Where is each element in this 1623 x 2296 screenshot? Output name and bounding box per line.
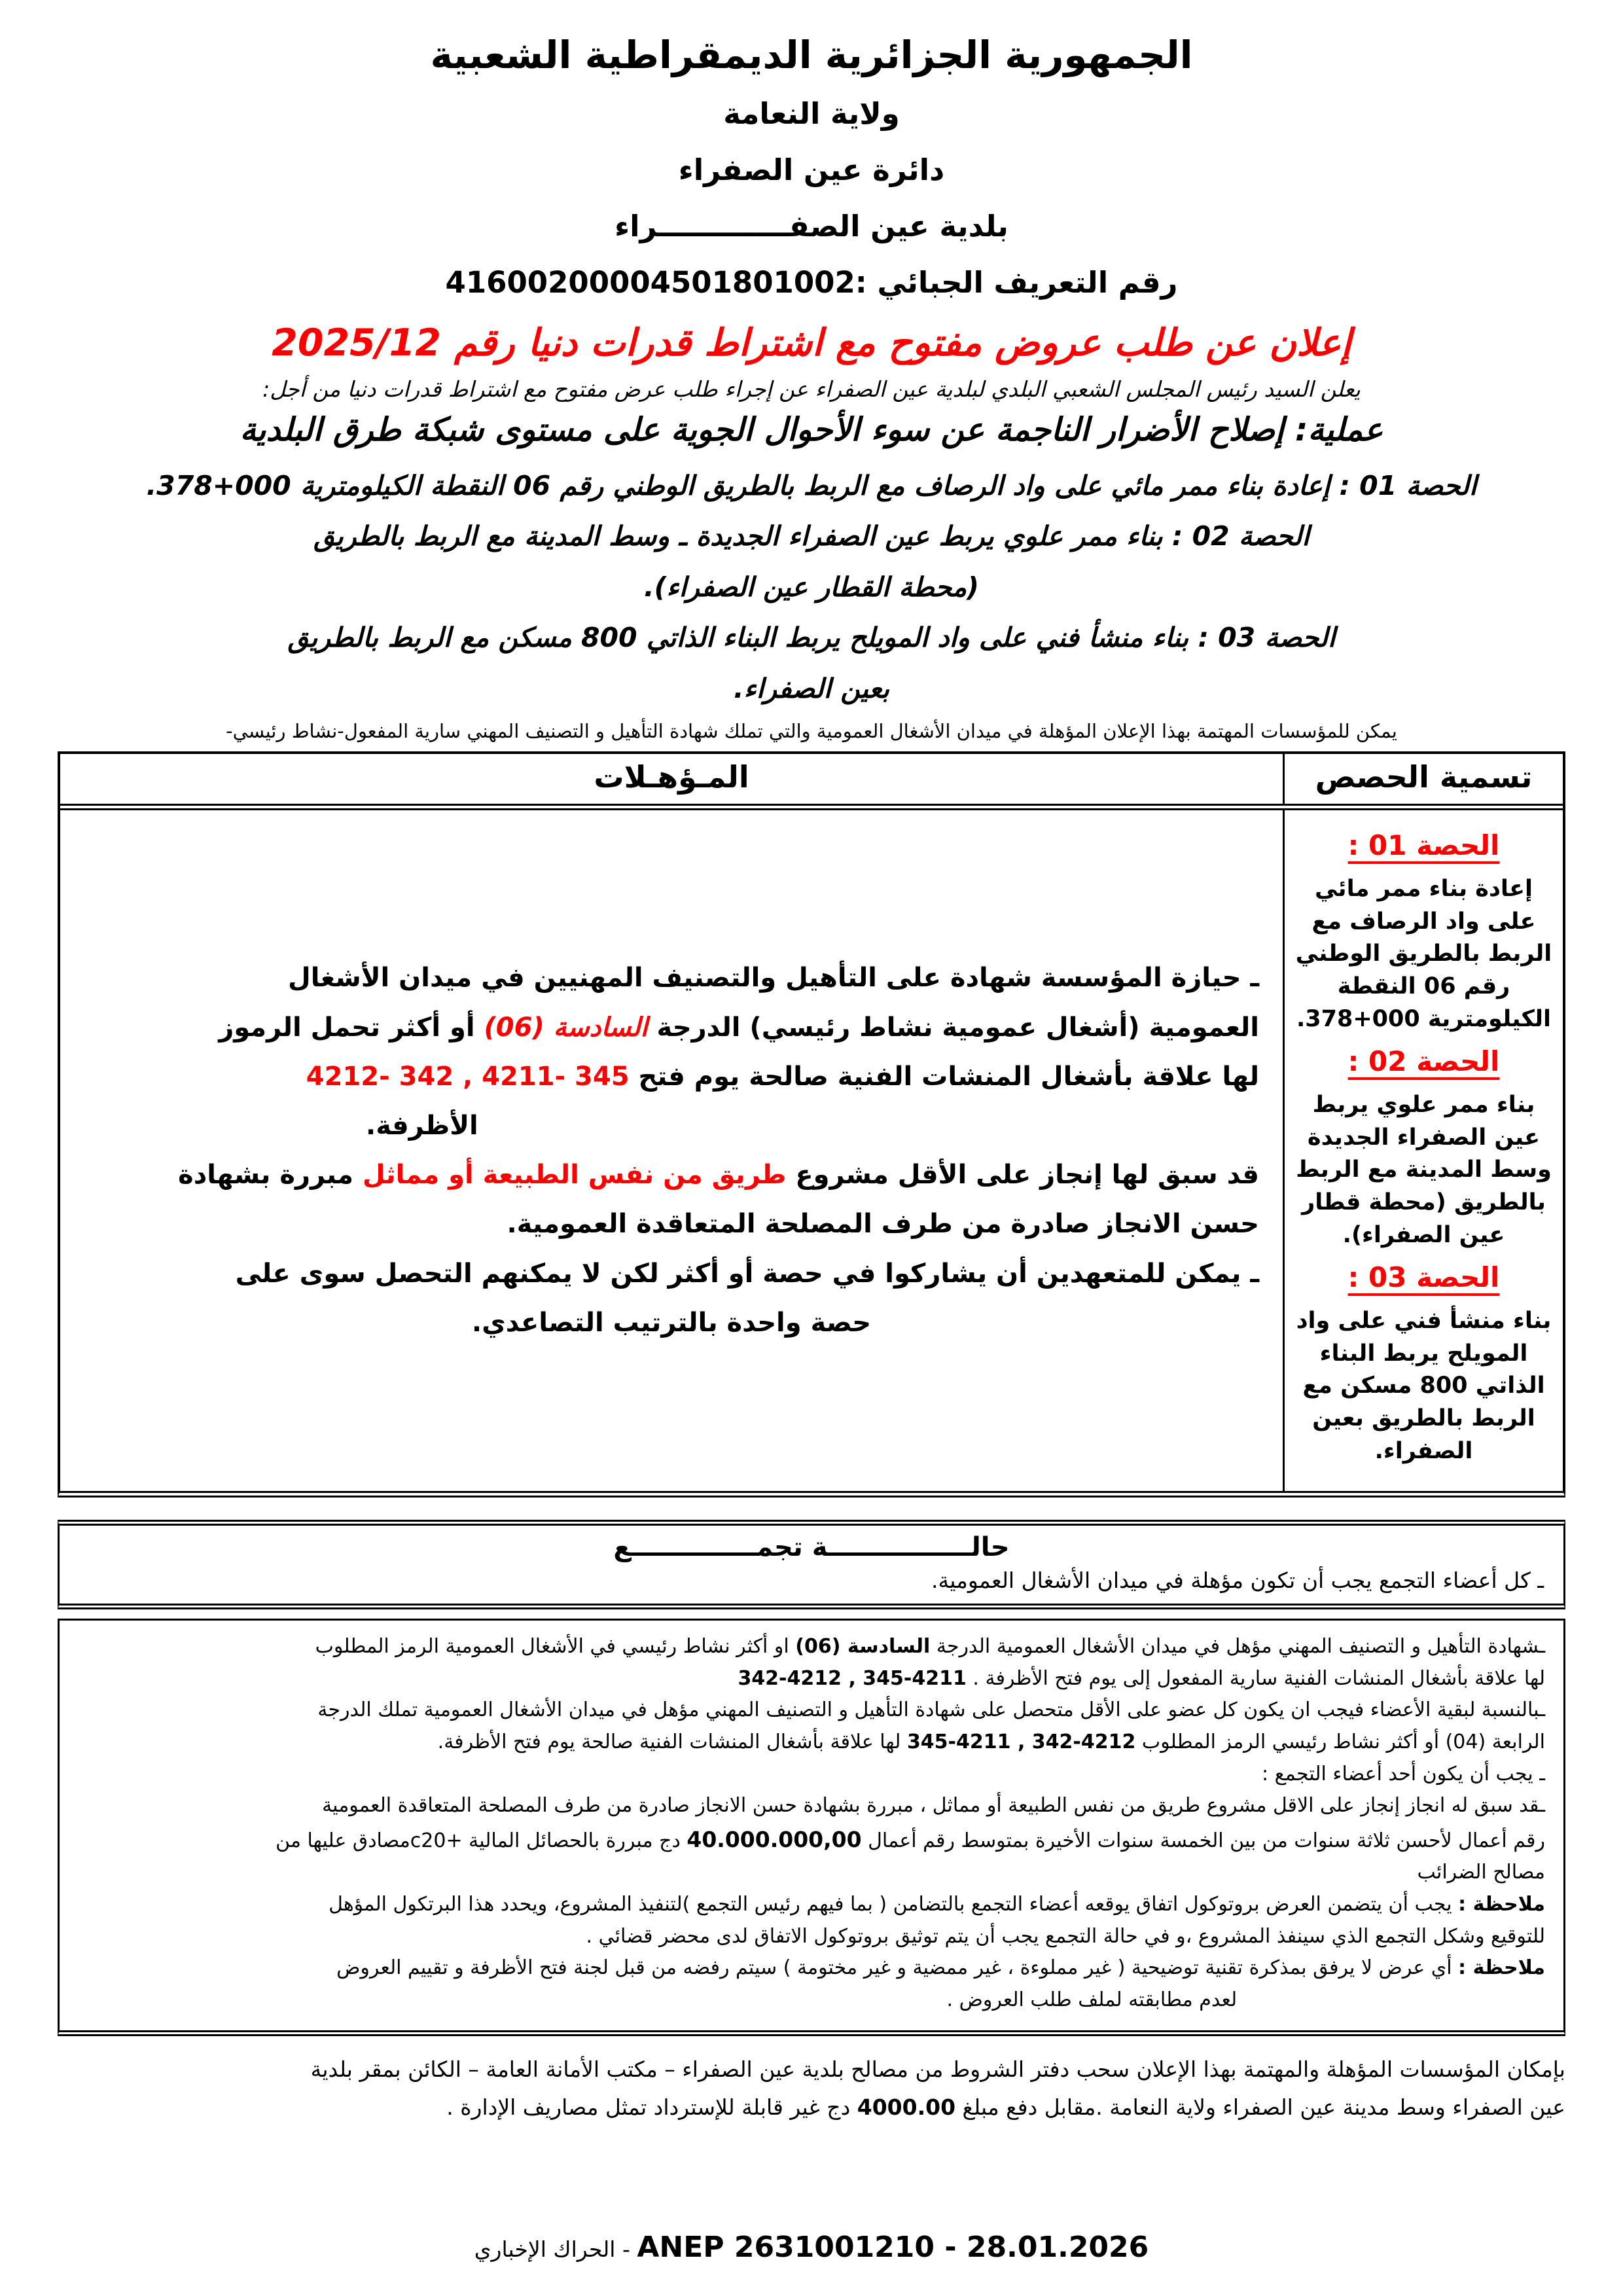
tax-id-value: 41600200004501801002 (445, 264, 855, 300)
operation-line: عملية: إصلاح الأضرار الناجمة عن سوء الأحوال الجوية على مستوى شبكة طرق البلدية (240, 410, 1383, 448)
lots-column-header: تسمية الحصص (1283, 754, 1563, 804)
r-l11-text: أي عرض لا يرفق بمذكرة تقنية توضيحية ( غير مملوءة ، غير ممضية و غير مختومة ) سيتم رفضه من قبل لجنة فتح الأظرفة و تقييم العروض (336, 1956, 1459, 1980)
q-l5-road-red: طريق من نفس الطبيعة أو مماثل (362, 1160, 787, 1191)
r-l4-codes: 345-4211 , 342-4212 (906, 1731, 1136, 1754)
qualification-line (84, 1003, 1259, 1052)
grouping-case-title: حالــــــــــــــــة تجمــــــــــــــع (613, 1532, 1010, 1563)
lots-cell (1283, 810, 1563, 1491)
qualification-line: ـ يمكن للمتعهدين أن يشاركوا في حصة أو أكثر لكن لا يمكنهم التحصل سوى على (235, 1258, 1259, 1289)
q-l3-text: لها علاقة بأشغال المنشات الفنية صالحة يوم فتح (629, 1061, 1259, 1092)
r-l1-degree: السادسة (06) (795, 1635, 931, 1659)
requirement-line (78, 1952, 1545, 1984)
r-l7-c20: c20+ (410, 1829, 463, 1852)
lot1-period: . (146, 469, 157, 501)
r-l4-post: لها علاقة بأشغال المنشات الفنية صالحة يوم فتح الأظرفة. (437, 1731, 907, 1754)
r-l7-pre: رقم أعمال لأحسن ثلاثة سنوات من بين الخمسة سنوات الأخيرة بمتوسط رقم أعمال (861, 1829, 1545, 1852)
qualifications-cell (60, 810, 1283, 1491)
q-l2-post: أو أكثر تحمل الرموز (219, 1012, 484, 1043)
eligibility-note: يمكن للمؤسسات المهتمة بهذا الإعلان المؤهلة في ميدان الأشغال العمومية والتي تملك شهادة التأهيل و التصنيف المهني سارية المفعول-نشاط رئيسي- (226, 720, 1397, 743)
qualification-line (84, 1151, 1259, 1200)
lot1-desc-pk: 378+000 (1305, 1005, 1420, 1032)
daira-title: دائرة عين الصفراء (678, 152, 945, 187)
q-l2-degree-red: السادسة (06) (484, 1012, 648, 1043)
lot1-text: الحصة 01 : إعادة بناء ممر مائي على واد الرصاف مع الربط بالطريق الوطني رقم 06 النقطة الكيلومترية (291, 469, 1477, 501)
publication-source: الحراك الإخباري (474, 2236, 616, 2262)
qualification-line: ـ حيازة المؤسسة شهادة على التأهيل والتصنيف المهنيين في ميدان الأشغال (288, 963, 1259, 994)
grouping-case-box (58, 1520, 1565, 1609)
requirement-line (78, 1727, 1545, 1759)
qualification-line (84, 1052, 1259, 1102)
page-footer (0, 2231, 1623, 2264)
r-l1-post: او أكثر نشاط رئيسي في الأشغال العمومية الرمز المطلوب (315, 1635, 796, 1659)
grouping-case-line: ـ كل أعضاء التجمع يجب أن تكون مؤهلة في ميدان الأشغال العمومية. (931, 1568, 1544, 1594)
r-l2-codes: 342-4212 , 345-4211 (738, 1666, 967, 1690)
qualification-line: حسن الانجاز صادرة من طرف المصلحة المتعاقدة العمومية. (507, 1209, 1259, 1240)
table-body-row (60, 810, 1563, 1491)
announcement-title (58, 321, 1565, 365)
announcement-title-text: إعلان عن طلب عروض مفتوح مع اشتراط قدرات دنيا رقم (440, 321, 1351, 365)
withdrawal-line2-post: دج غير قابلة للإسترداد تمثل مصاريف الإدارة . (446, 2094, 857, 2121)
qualification-line: حصة واحدة بالترتيب التصاعدي. (471, 1307, 872, 1338)
tax-id-line (58, 265, 1565, 300)
q-l3-codes-red: 4212- 342 , 4211- 345 (306, 1061, 630, 1092)
lot1-pk-value: 378+000 (156, 469, 291, 501)
requirement-line: مصالح الضرائب (1417, 1861, 1545, 1884)
requirement-line: ـبالنسبة لبقية الأعضاء فيجب ان يكون كل عضو على الأقل متحصل على شهادة التأهيل و التصنيف المهني مؤهل في ميدان الأشغال العمومية تملك الدرجة (317, 1698, 1545, 1722)
announcement-intro: يعلن السيد رئيس المجلس الشعبي البلدي لبلدية عين الصفراء عن إجراء طلب عرض مفتوح مع اشتراط قدرات دنيا من أجل: (262, 376, 1361, 402)
qualification-line: الأظرفة. (366, 1111, 478, 1141)
q-l2-pre: العمومية (أشغال عمومية نشاط رئيسي) الدرجة (647, 1012, 1259, 1043)
tax-id-label: رقم التعريف الجبائي : (855, 264, 1178, 300)
requirement-line (78, 1631, 1545, 1663)
lot2-summary-line1: الحصة 02 : بناء ممر علوي يربط عين الصفراء الجديدة ـ وسط المدينة مع الربط بالطريق (313, 520, 1310, 552)
r-l9-text: يجب أن يتضمن العرض بروتوكول اتفاق يوقعه أعضاء التجمع بالتضامن ( بما فيهم رئيس التجمع )لتنفيذ المشروع، ويحدد هذا البرتكول المؤهل (329, 1892, 1459, 1916)
lot1-title: الحصة 01 : (1347, 829, 1500, 862)
requirement-line: ـقد سبق له انجاز إنجاز على الاقل مشروع طريق من نفس الطبيعة أو مماثل ، مبررة بشهادة حسن الانجاز صادرة من طرف المصلحة المتعاقدة العمومية (322, 1794, 1545, 1818)
wilaya-title: ولاية النعامة (723, 96, 900, 131)
table-header-row (60, 754, 1563, 810)
grouping-requirements-box (58, 1619, 1565, 2036)
withdrawal-line2-pre: عين الصفراء وسط مدينة عين الصفراء ولاية النعامة .مقابل دفع مبلغ (955, 2094, 1565, 2121)
q-l5-pre: قد سبق لها إنجاز على الأقل مشروع (786, 1160, 1259, 1191)
lot3-summary-line2: بعين الصفراء. (733, 672, 890, 704)
lot1-desc-period: . (1296, 1005, 1306, 1032)
anep-reference: ANEP 2631001210 - 28.01.2026 (637, 2231, 1149, 2264)
requirement-line: لعدم مطابقته لملف طلب العروض . (946, 1988, 1238, 2011)
withdrawal-line1: بإمكان المؤسسات المؤهلة والمهتمة بهذا الإعلان سحب دفتر الشروط من مصالح بلدية عين الصفراء – مكتب الأمانة العامة – الكائن بمقر بلدية (310, 2056, 1565, 2083)
requirement-line: للتوقيع وشكل التجمع الذي سينفذ المشروع ،و في حالة التجمع يجب أن يتم توثيق بروتوكول الاتفاق لدى محضر قضائي . (586, 1924, 1545, 1948)
requirement-line (78, 1822, 1545, 1857)
qualifications-column-header: المـؤهـلات (594, 759, 749, 795)
lot1-description (1290, 873, 1558, 1035)
lots-qualifications-table (58, 751, 1565, 1498)
r-l7-post: مصادق عليها من (276, 1829, 410, 1852)
lot2-description: بناء ممر علوي يربط عين الصفراء الجديدة وسط المدينة مع الربط بالطريق (محطة قطار عين الصفراء). (1296, 1091, 1552, 1248)
lot2-title: الحصة 02 : (1347, 1045, 1500, 1078)
lot3-title: الحصة 03 : (1347, 1261, 1500, 1294)
announcement-number: 2025/12 (272, 321, 441, 365)
r-l4-pre: الرابعة (04) أو أكثر نشاط رئيسي الرمز المطلوب (1135, 1731, 1545, 1754)
lot1-desc-text: إعادة بناء ممر مائي على واد الرصاف مع الربط بالطريق الوطني رقم 06 النقطة الكيلومترية (1295, 875, 1552, 1032)
withdrawal-fee-amount: 4000.00 (857, 2094, 956, 2121)
lot1-summary (58, 465, 1565, 507)
r-l11-note-label: ملاحظة : (1458, 1956, 1545, 1980)
q-l5-post: مبررة بشهادة (178, 1160, 363, 1191)
requirement-line (78, 1889, 1545, 1921)
r-l2-text: لها علاقة بأشغال المنشات الفنية سارية المفعول إلى يوم فتح الأظرفة . (966, 1666, 1545, 1690)
withdrawal-paragraph (58, 2051, 1565, 2126)
page-header (58, 31, 1565, 300)
r-l7-mid: دج مبررة بالحصائل المالية (462, 1829, 687, 1852)
requirement-line: ـ يجب أن يكون أحد أعضاء التجمع : (1262, 1762, 1545, 1785)
r-l9-note-label: ملاحظة : (1458, 1892, 1545, 1916)
lot2-summary-line2: (محطة القطار عين الصفراء). (644, 571, 979, 603)
withdrawal-line2 (58, 2089, 1565, 2126)
lot3-description: بناء منشأ فني على واد المويلح يربط البناء الذاتي 800 مسكن مع الربط بالطريق بعين الصفراء. (1296, 1307, 1552, 1464)
footer-separator: - (615, 2236, 637, 2262)
lot3-summary-line1: الحصة 03 : بناء منشأ فني على واد المويلح يربط البناء الذاتي 800 مسكن مع الربط بالطريق (287, 622, 1336, 654)
republic-title: الجمهورية الجزائرية الديمقراطية الشعبية (430, 33, 1193, 77)
r-l7-amount: 40.000.000,00 (687, 1826, 862, 1852)
r-l1-pre: ـشهادة التأهيل و التصنيف المهني مؤهل في ميدان الأشغال العمومية الدرجة (930, 1635, 1545, 1659)
requirement-line (78, 1663, 1545, 1695)
commune-title: بلدية عين الصفـــــــــــــراء (615, 208, 1008, 243)
